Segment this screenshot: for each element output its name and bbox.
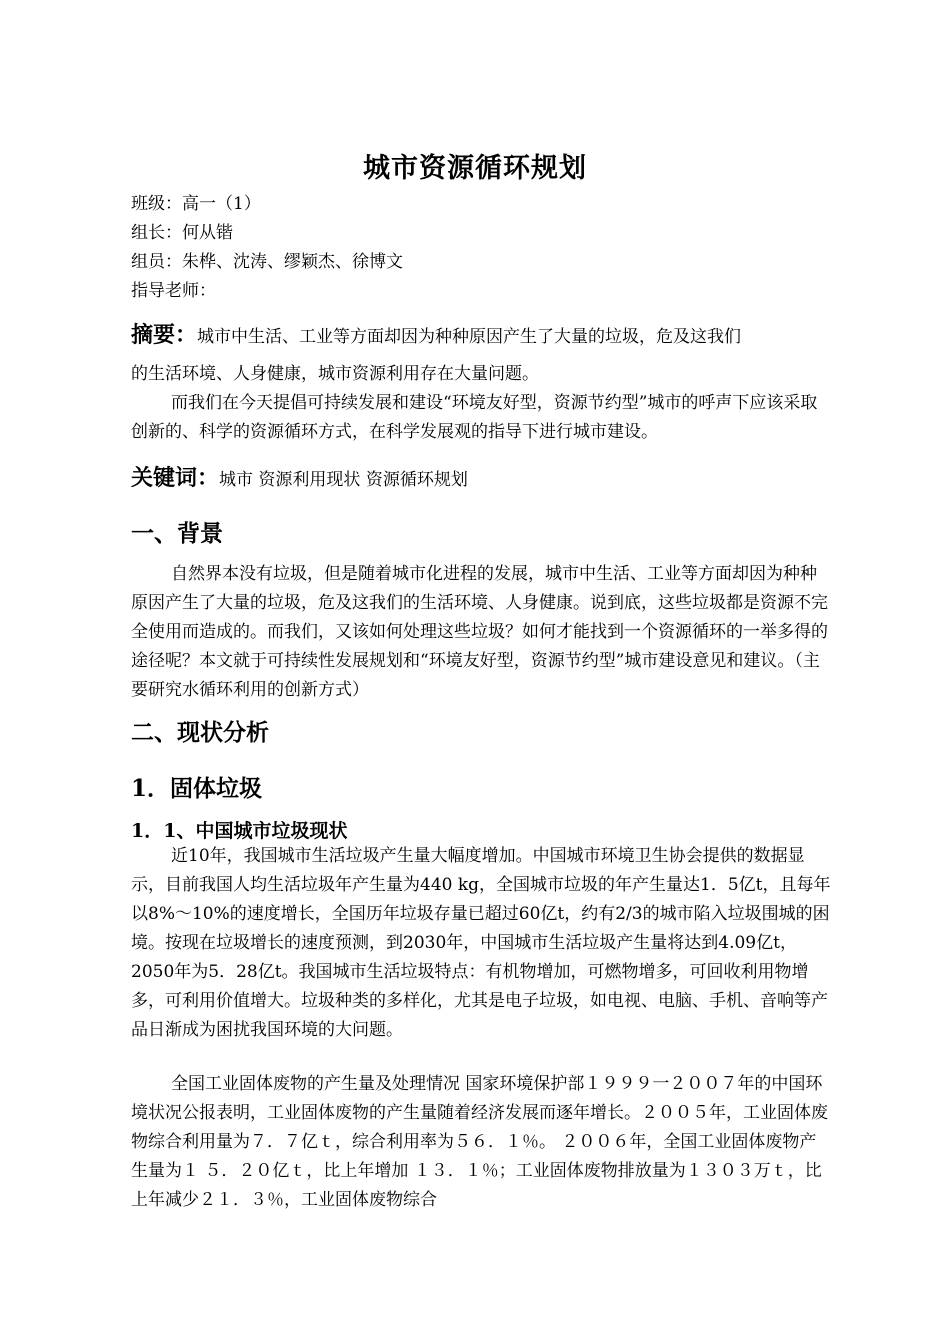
abstract-line2: 的生活环境、人身健康，城市资源利用存在大量问题。	[131, 364, 539, 384]
subsection-heading-solid-waste: 1．固体垃圾	[131, 775, 263, 802]
section-heading-analysis: 二、现状分析	[131, 719, 269, 746]
document-title: 城市资源循环规划	[363, 153, 587, 184]
meta-class: 班级：高一（1）	[131, 194, 261, 214]
keywords-text: 城市 资源利用现状 资源循环规划	[219, 470, 468, 490]
abstract-label: 摘要：	[131, 322, 198, 348]
meta-members: 组员：朱桦、沈涛、缪颖杰、徐博文	[131, 252, 403, 272]
meta-teacher: 指导老师：	[131, 281, 216, 301]
subsection-heading-china-waste: 1．1、中国城市垃圾现状	[131, 820, 348, 842]
analysis-para1: 近10年，我国城市生活垃圾产生量大幅度增加。中国城市环境卫生协会提供的数据显示，目前我国人均生活垃圾年产生量为440 kg，全国城市垃圾的年产生量达1．5亿t，且每年以8%～10%的速度增长，全国历年垃圾存量已超过60亿t，约有2/3的城市陷入垃圾围城的困境。按现在垃圾增长的速度预测，到2030年，中国城市生活垃圾产生量将达到4.09亿t，2050年为5．28亿t。我国城市生活垃圾特点：有机物增加，可燃物增多，可回收利用物增多，可利用价值增大。垃圾种类的多样化，尤其是电子垃圾，如电视、电脑、手机、音响等产品日渐成为困扰我国环境的大问题。	[131, 846, 831, 1040]
keywords-line	[131, 461, 831, 492]
section-heading-background: 一、背景	[131, 520, 223, 547]
abstract-para2: 而我们在今天提倡可持续发展和建设“环境友好型，资源节约型”城市的呼声下应该采取创新的、科学的资源循环方式，在科学发展观的指导下进行城市建设。	[131, 393, 818, 442]
abstract-line1	[131, 318, 831, 349]
abstract-text-1: 城市中生活、工业等方面却因为种种原因产生了大量的垃圾，危及这我们	[197, 327, 742, 347]
meta-leader: 组长：何从锴	[131, 223, 233, 243]
analysis-para2: 全国工业固体废物的产生量及处理情况 国家环境保护部１９９９一２００７年的中国环境状况公报表明，工业固体废物的产生量随着经济发展而逐年增长。２００５年，工业固体废物综合利用量为７．７亿ｔ，综合利用率为５６．１％。 ２００６年，全国工业固体废物产生量为１ ５．２０亿ｔ，比上年增加 １３．１％；工业固体废物排放量为１３０３万ｔ，比上年减少２１．３％，工业固体废物综合	[131, 1074, 828, 1210]
section-background-body: 自然界本没有垃圾，但是随着城市化进程的发展，城市中生活、工业等方面却因为种种原因产生了大量的垃圾，危及这我们的生活环境、人身健康。说到底，这些垃圾都是资源不完全使用而造成的。而我们，又该如何处理这些垃圾？如何才能找到一个资源循环的一举多得的途径呢？本文就于可持续性发展规划和“环境友好型，资源节约型”城市建设意见和建议。（主要研究水循环利用的创新方式）	[131, 564, 828, 700]
keywords-label: 关键词：	[131, 465, 220, 491]
